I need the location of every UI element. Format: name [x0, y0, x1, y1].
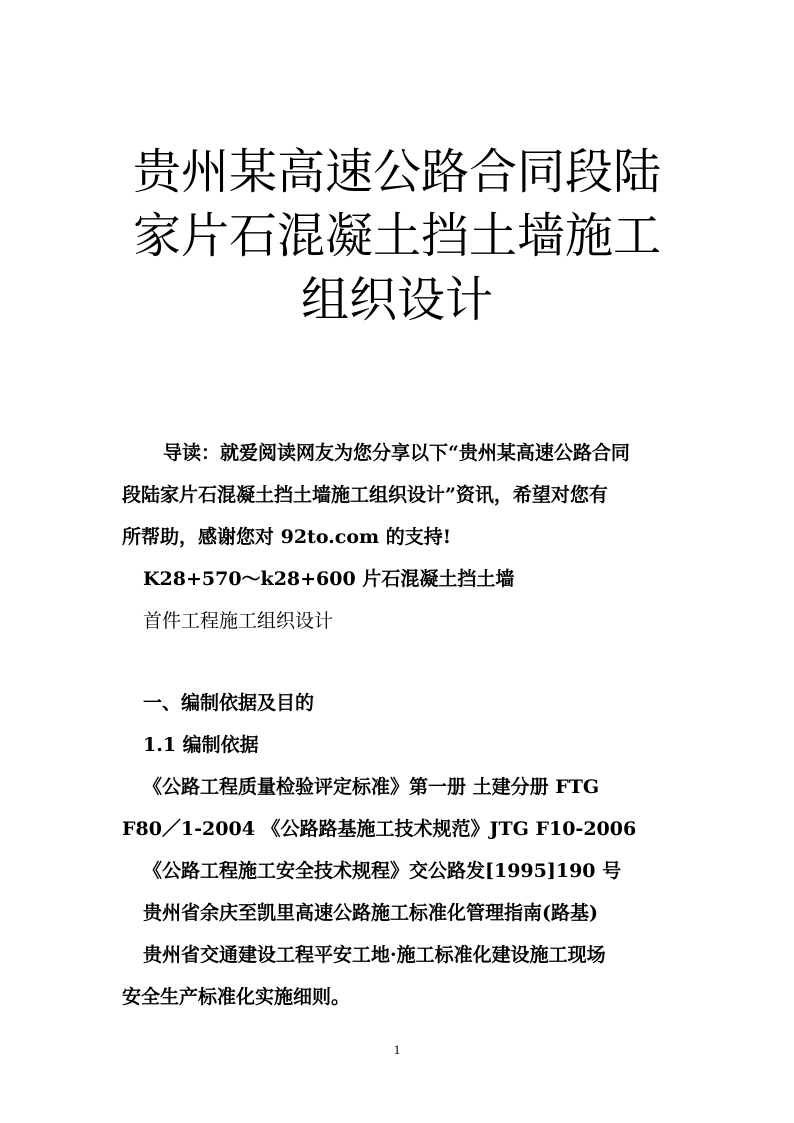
reference-line-1: 《公路工程质量检验评定标准》第一册 土建分册 FTG: [143, 776, 600, 798]
reference-line-2: F80／1-2004 《公路路基施工技术规范》JTG F10-2006: [122, 818, 637, 840]
title-line-2: 家片石混凝土挡土墙施工: [132, 208, 661, 264]
subsection-heading: 1.1 编制依据: [143, 734, 259, 756]
title-line-1: 贵州某高速公路合同段陆: [132, 144, 661, 200]
page-number: 1: [393, 1042, 401, 1057]
intro-line-1: 导读：就爱阅读网友为您分享以下“贵州某高速公路合同: [163, 442, 630, 464]
project-subtitle: 首件工程施工组织设计: [143, 610, 334, 632]
project-range: K28+570～k28+600 片石混凝土挡土墙: [143, 568, 515, 590]
document-title: [0, 140, 794, 332]
reference-line-5: 贵州省交通建设工程平安工地·施工标准化建设施工现场: [143, 944, 606, 966]
reference-line-3: 《公路工程施工安全技术规程》交公路发[1995]190 号: [143, 860, 622, 882]
reference-line-4: 贵州省余庆至凯里高速公路施工标准化管理指南(路基): [143, 902, 598, 924]
title-line-3: 组织设计: [300, 272, 493, 328]
section-heading: 一、编制依据及目的: [143, 692, 315, 714]
reference-line-6: 安全生产标准化实施细则。: [122, 986, 351, 1008]
intro-line-2: 段陆家片石混凝土挡土墙施工组织设计”资讯，希望对您有: [122, 484, 608, 506]
intro-line-3: 所帮助，感谢您对 92to.com 的支持!: [122, 526, 452, 548]
